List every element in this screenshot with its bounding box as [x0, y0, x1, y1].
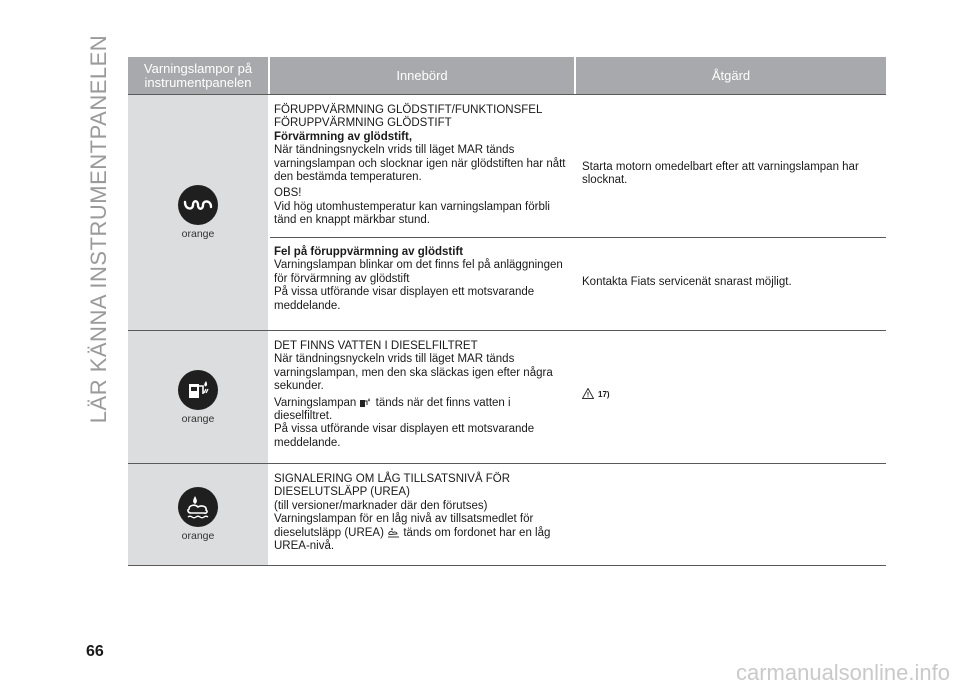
- table-group-glow-plug: [128, 95, 886, 331]
- body-text: Varningslampan blinkar om det finns fel på anläggningen för förvärmning av glödstift: [274, 259, 563, 285]
- table-group-water-in-diesel: [128, 331, 886, 464]
- meaning-cell: [270, 340, 574, 462]
- urea-level-icon: [178, 487, 218, 527]
- group-rows: [270, 95, 886, 330]
- color-label: orange: [181, 228, 215, 240]
- bold-heading: Förvärmning av glödstift,: [274, 130, 413, 143]
- table-group-urea: [128, 464, 886, 566]
- meaning-cell: [270, 473, 574, 564]
- action-cell: [574, 473, 886, 564]
- table-row: [270, 95, 886, 238]
- body-text-2: På vissa utförande visar displayen ett motsvarande meddelande.: [274, 286, 535, 312]
- action-cell: [574, 340, 886, 462]
- group-rows: [270, 331, 886, 463]
- warning-lights-table: [128, 57, 886, 566]
- color-label: orange: [181, 530, 215, 542]
- water-in-diesel-icon: [359, 397, 372, 408]
- action-cell: [574, 246, 886, 329]
- body-text: När tändningsnyckeln vrids till läget MAR tänds varningslampan och slocknar igen när glödstiften har nått den bestämda temperaturen.: [274, 144, 566, 184]
- meaning-cell: [270, 246, 574, 329]
- glow-plug-icon: [178, 185, 218, 225]
- watermark: carmanualsonline.info: [735, 660, 950, 685]
- caps-heading: FÖRUPPVÄRMNING GLÖDSTIFT/FUNKTIONSFEL: [274, 104, 543, 116]
- icon-cell: [128, 95, 268, 330]
- body-text-inline: Varningslampan för en låg nivå av tillsatsmedlet för dieselutsläpp (UREA) tänds om fordonet har en låg UREA-nivå.: [274, 513, 551, 553]
- group-rows: [270, 464, 886, 565]
- table-row: [270, 238, 886, 329]
- icon-cell: [128, 464, 268, 565]
- water-in-diesel-icon: [178, 370, 218, 410]
- body-text: När tändningsnyckeln vrids till läget MAR tänds varningslampan, men den ska släckas igen efter några sekunder.: [274, 353, 553, 393]
- table-header: [128, 57, 886, 95]
- header-col-warning-lights: Varningslampor på instrumentpanelen: [128, 57, 268, 94]
- bold-heading: Fel på föruppvärmning av glödstift: [274, 246, 464, 258]
- action-text: Starta motorn omedelbart efter att varningslampan har slocknat.: [582, 161, 859, 187]
- meaning-cell: [270, 104, 574, 237]
- urea-level-icon: [387, 527, 400, 538]
- caps-heading: SIGNALERING OM LÅG TILLSATSNIVÅ FÖR DIESELUTSLÄPP (UREA): [274, 473, 511, 499]
- header-col-meaning: Innebörd: [270, 57, 574, 94]
- page-number: 66: [86, 643, 104, 660]
- body-text-inline: Varningslampan tänds när det finns vatten i dieselfiltret.: [274, 396, 511, 423]
- table-row: [270, 331, 886, 462]
- body-text: (till versioner/marknader där den förutses): [274, 499, 488, 512]
- color-label: orange: [181, 412, 215, 425]
- action-reference: 17): [598, 390, 610, 399]
- caps-heading: DET FINNS VATTEN I DIESELFILTRET: [274, 340, 478, 352]
- note-label: OBS!: [274, 187, 302, 200]
- body-text-2: På vissa utförande visar displayen ett motsvarande meddelande.: [274, 423, 535, 449]
- action-cell: [574, 104, 886, 237]
- caps-subheading: FÖRUPPVÄRMNING GLÖDSTIFT: [274, 117, 452, 130]
- icon-cell: [128, 331, 268, 463]
- note-text: Vid hög utomhustemperatur kan varningslampan förbli tänd en knappt märkbar stund.: [274, 200, 550, 227]
- table-row: [270, 464, 886, 564]
- side-title: LÄR KÄNNA INSTRUMENTPANELEN: [86, 34, 111, 424]
- warning-triangle-icon: [582, 388, 594, 399]
- header-col-action: Åtgärd: [576, 57, 886, 94]
- action-text: Kontakta Fiats servicenät snarast möjligt.: [582, 276, 792, 288]
